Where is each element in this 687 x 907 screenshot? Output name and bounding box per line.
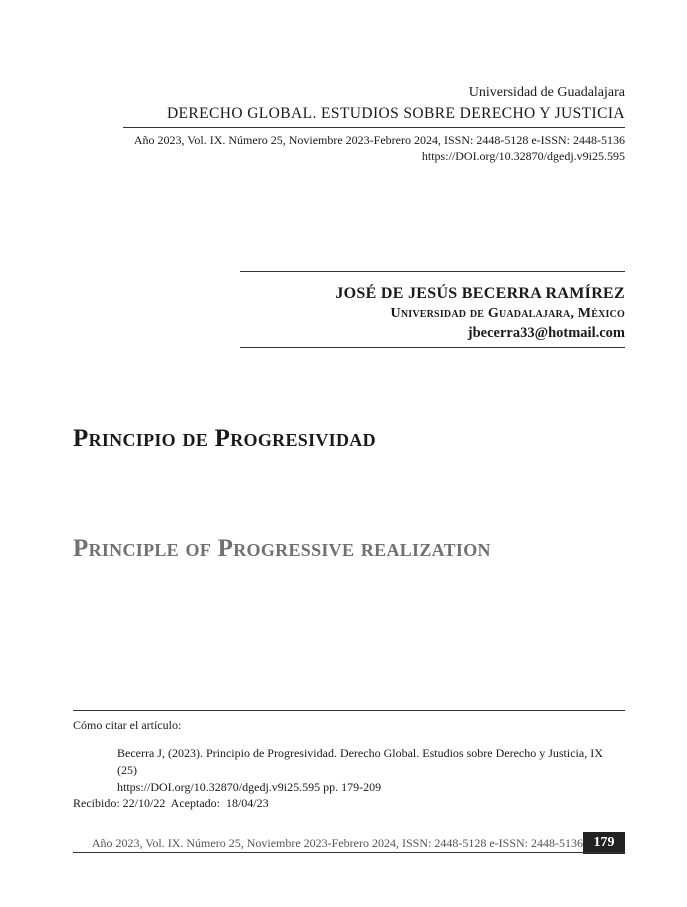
journal-title: DERECHO GLOBAL. ESTUDIOS SOBRE DERECHO Y JUSTICIA bbox=[166, 105, 625, 122]
journal-issue-info: Año 2023, Vol. IX. Número 25, Noviembre 2023-Febrero 2024, ISSN: 2448-5128 e-ISSN: 2448-5136 bbox=[133, 133, 625, 147]
journal-university: Universidad de Guadalajara bbox=[468, 85, 625, 100]
header-divider bbox=[123, 127, 625, 128]
article-title-english: Principle of Progressive realization bbox=[73, 535, 491, 562]
article-doi[interactable]: https://DOI.org/10.32870/dgedj.v9i25.595 bbox=[421, 149, 625, 163]
footer-divider bbox=[73, 852, 625, 853]
article-title-spanish: Principio de Progresividad bbox=[73, 425, 376, 452]
author-bottom-divider bbox=[240, 347, 625, 348]
page-number: 179 bbox=[583, 832, 625, 854]
author-top-divider bbox=[240, 271, 625, 272]
author-name: JOSÉ DE JESÚS BECERRA RAMÍREZ bbox=[335, 285, 625, 302]
citation-line-1: Becerra J, (2023). Principio de Progresividad. Derecho Global. Estudios sobre Derecho y Justicia, IX (25) bbox=[117, 746, 603, 777]
citation-divider bbox=[73, 710, 625, 711]
author-email[interactable]: jbecerra33@hotmail.com bbox=[467, 325, 625, 341]
citation-line-2[interactable]: https://DOI.org/10.32870/dgedj.v9i25.595 pp. 179-209 bbox=[117, 780, 382, 794]
author-affiliation: Universidad de Guadalajara, México bbox=[390, 306, 625, 321]
citation-reference bbox=[117, 745, 625, 796]
received-accepted-dates: Recibido: 22/10/22 Aceptado: 18/04/23 bbox=[73, 796, 269, 810]
footer-issue-info: Año 2023, Vol. IX. Número 25, Noviembre 2023-Febrero 2024, ISSN: 2448-5128 e-ISSN: 2448-5136 bbox=[91, 836, 583, 850]
citation-label: Cómo citar el artículo: bbox=[73, 718, 182, 732]
